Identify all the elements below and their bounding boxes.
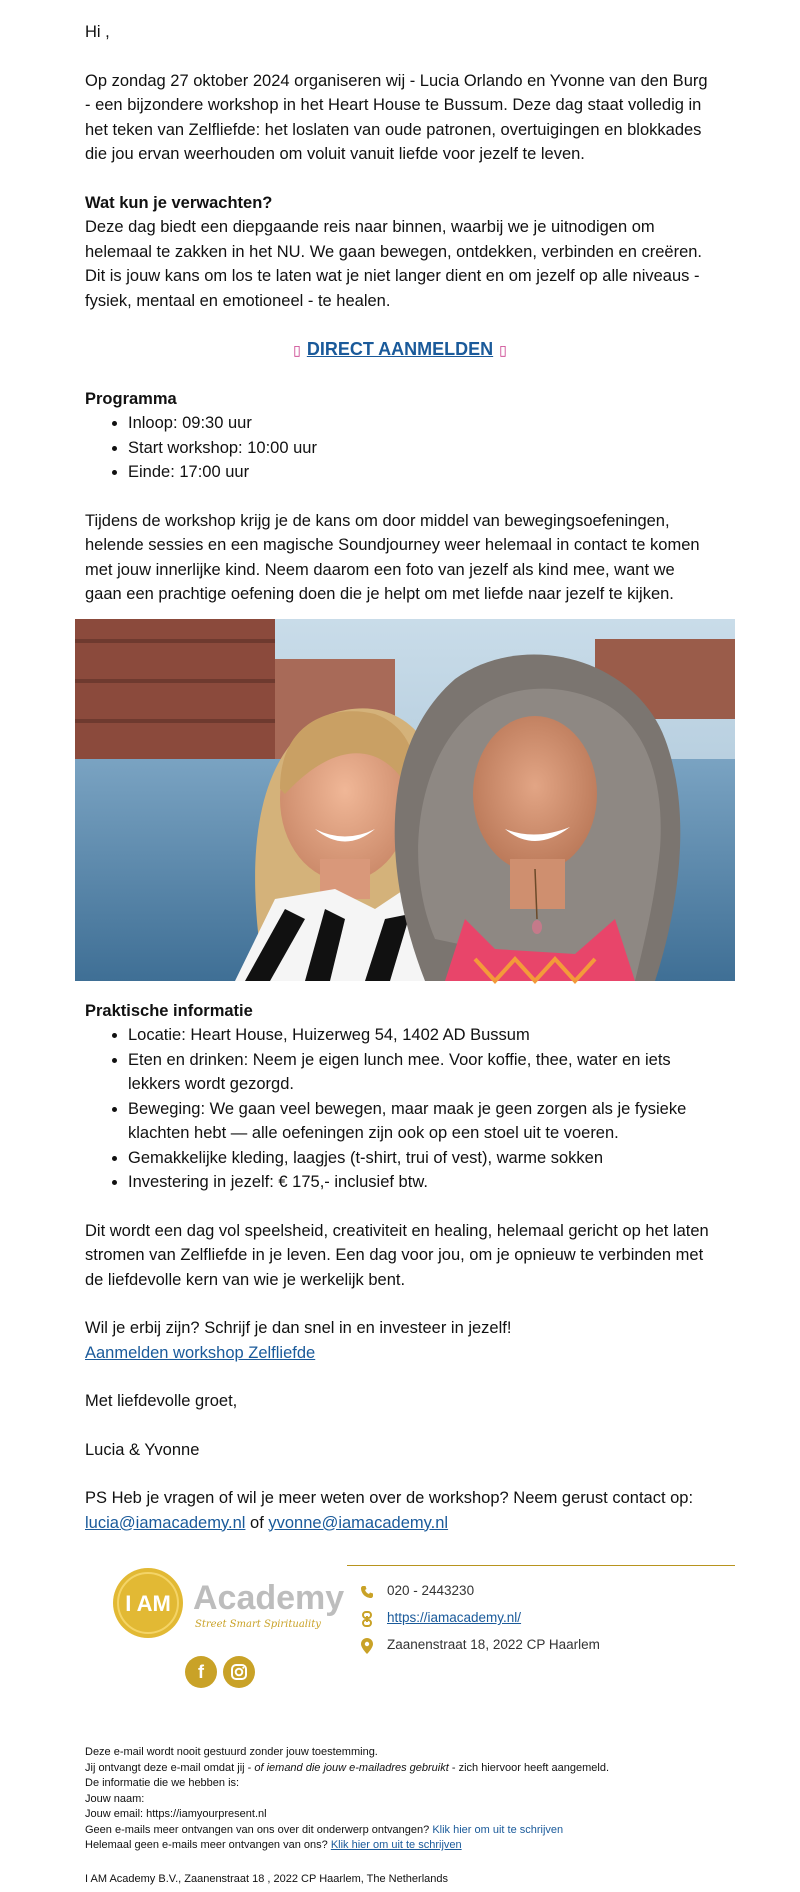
contact-phone-row — [347, 1578, 735, 1605]
legal-text: Geen e-mails meer ontvangen van ons over dit onderwerp ontvangen? — [85, 1823, 433, 1836]
location-pin-icon — [347, 1638, 387, 1654]
intro-paragraph: Op zondag 27 oktober 2024 organiseren wij - Lucia Orlando en Yvonne van den Burg - een bijzondere workshop in het Heart House te Bussum. Deze dag staat volledig in het teken van Zelfliefde: het loslaten van oude patronen, overtuigingen en blokkades die jou ervan weerhouden om voluit vanuit liefde voor jezelf te leven. — [85, 71, 708, 163]
practical-heading: Praktische informatie — [85, 1001, 253, 1020]
legal-italic: of iemand die jouw e-mailadres gebruikt — [254, 1761, 449, 1774]
practical-list — [85, 1023, 715, 1195]
legal-line — [85, 1838, 715, 1854]
link-icon — [347, 1611, 387, 1627]
lucia-email-link[interactable]: lucia@iamacademy.nl — [85, 1513, 246, 1532]
signup-text: Wil je erbij zijn? Schrijf je dan snel in en investeer in jezelf! — [85, 1319, 512, 1337]
workshop-hosts-photo — [75, 619, 735, 981]
legal-footer — [0, 1745, 800, 1887]
email-footer — [85, 1565, 715, 1745]
logo-name: Academy — [193, 1579, 345, 1617]
contact-website-link[interactable]: https://iamacademy.nl/ — [387, 1610, 522, 1626]
legal-text: Helemaal geen e-mails meer ontvangen van ons? — [85, 1839, 331, 1851]
cta-line — [85, 337, 715, 363]
greeting: Hi , — [85, 23, 110, 41]
phone-icon — [347, 1585, 387, 1599]
expect-heading: Wat kun je verwachten? — [85, 193, 273, 212]
instagram-icon[interactable] — [223, 1656, 255, 1688]
practical-item: • Locatie: Heart House, Huizerweg 54, 1402 AD Bussum — [128, 1023, 715, 1048]
legal-line — [85, 1823, 715, 1839]
contact-phone: 020 - 2443230 — [387, 1583, 475, 1599]
yvonne-email-link[interactable]: yvonne@iamacademy.nl — [268, 1513, 449, 1532]
academy-logo — [110, 1565, 345, 1653]
legal-line — [85, 1761, 715, 1777]
legal-line: De informatie die we hebben is: — [85, 1777, 240, 1789]
facebook-icon[interactable] — [185, 1656, 217, 1688]
program-item: • Inloop: 09:30 uur — [128, 411, 715, 436]
company-address: I AM Academy B.V., Zaanenstraat 18 , 2022 CP Haarlem, The Netherlands — [85, 1872, 448, 1885]
logo-tagline: Street Smart Spirituality — [195, 1619, 321, 1630]
ps-text: PS Heb je vragen of wil je meer weten over de workshop? Neem gerust contact op: — [85, 1489, 694, 1507]
legal-line: Jouw email: https://iamyourpresent.nl — [85, 1808, 267, 1820]
legal-text: Jij ontvangt deze e-mail omdat jij - — [85, 1761, 255, 1774]
ps-or: of — [245, 1513, 269, 1532]
legal-line: Jouw naam: — [85, 1792, 145, 1805]
program-heading: Programma — [85, 389, 177, 408]
social-links — [185, 1656, 255, 1688]
contact-website-row — [347, 1605, 735, 1632]
unsubscribe-all-link[interactable]: Klik hier om uit te schrijven — [330, 1839, 462, 1851]
closing-paragraph: Dit wordt een dag vol speelsheid, creativiteit en healing, helemaal gericht op het laten stromen van Zelfliefde in je leven. Een dag voor jou, om je opnieuw te verbinden met de liefdevolle kern van wie je werkelijk bent. — [85, 1221, 709, 1289]
cta-right-glyph: ▯ — [499, 342, 507, 358]
expect-paragraph: Deze dag biedt een diepgaande reis naar binnen, waarbij we je uitnodigen om helemaal te zakken in het NU. We gaan bewegen, ontdekken, verbinden en creëren. Dit is jouw kans om los te laten wat je niet langer dient en om jezelf op alle niveaus - fysiek, mentaal en emotioneel - te healen. — [85, 218, 703, 310]
practical-item: • Eten en drinken: Neem je eigen lunch mee. Voor koffie, thee, water en iets lekkers wordt gezorgd. — [128, 1048, 715, 1097]
direct-aanmelden-link[interactable]: DIRECT AANMELDEN — [306, 339, 494, 359]
cta-left-glyph: ▯ — [293, 342, 301, 358]
regards: Met liefdevolle groet, — [85, 1392, 238, 1410]
program-item: • Einde: 17:00 uur — [128, 460, 715, 485]
logo-badge: I AM — [125, 1591, 171, 1616]
program-item: • Start workshop: 10:00 uur — [128, 436, 715, 461]
practical-item: • Beweging: We gaan veel bewegen, maar maak je geen zorgen als je fysieke klachten hebt — alle oefeningen zijn ook op een stoel uit te voeren. — [128, 1097, 715, 1146]
legal-line: Deze e-mail wordt nooit gestuurd zonder jouw toestemming. — [85, 1746, 378, 1758]
contact-address-row — [347, 1632, 735, 1659]
signup-workshop-link[interactable]: Aanmelden workshop Zelfliefde — [85, 1343, 316, 1362]
program-list — [85, 411, 715, 485]
legal-text: - zich hiervoor heeft aangemeld. — [448, 1761, 609, 1774]
ps-paragraph — [85, 1486, 715, 1535]
signature: Lucia & Yvonne — [85, 1440, 200, 1459]
practical-item: • Investering in jezelf: € 175,- inclusief btw. — [128, 1170, 715, 1195]
facebook-glyph: f — [198, 1661, 204, 1682]
practical-item: • Gemakkelijke kleding, laagjes (t-shirt, trui of vest), warme sokken — [128, 1146, 715, 1171]
workshop-paragraph: Tijdens de workshop krijg je de kans om door middel van bewegingsoefeningen, helende sessies en een magische Soundjourney weer helemaal in contact te komen met jouw innerlijke kind. Neem daarom een foto van jezelf als kind mee, want we gaan een prachtige oefening doen die je helpt om met liefde naar jezelf te kijken. — [85, 511, 700, 603]
contact-block — [347, 1565, 735, 1659]
contact-address: Zaanenstraat 18, 2022 CP Haarlem — [387, 1637, 600, 1653]
unsubscribe-topic-link[interactable]: Klik hier om uit te schrijven — [432, 1823, 564, 1836]
